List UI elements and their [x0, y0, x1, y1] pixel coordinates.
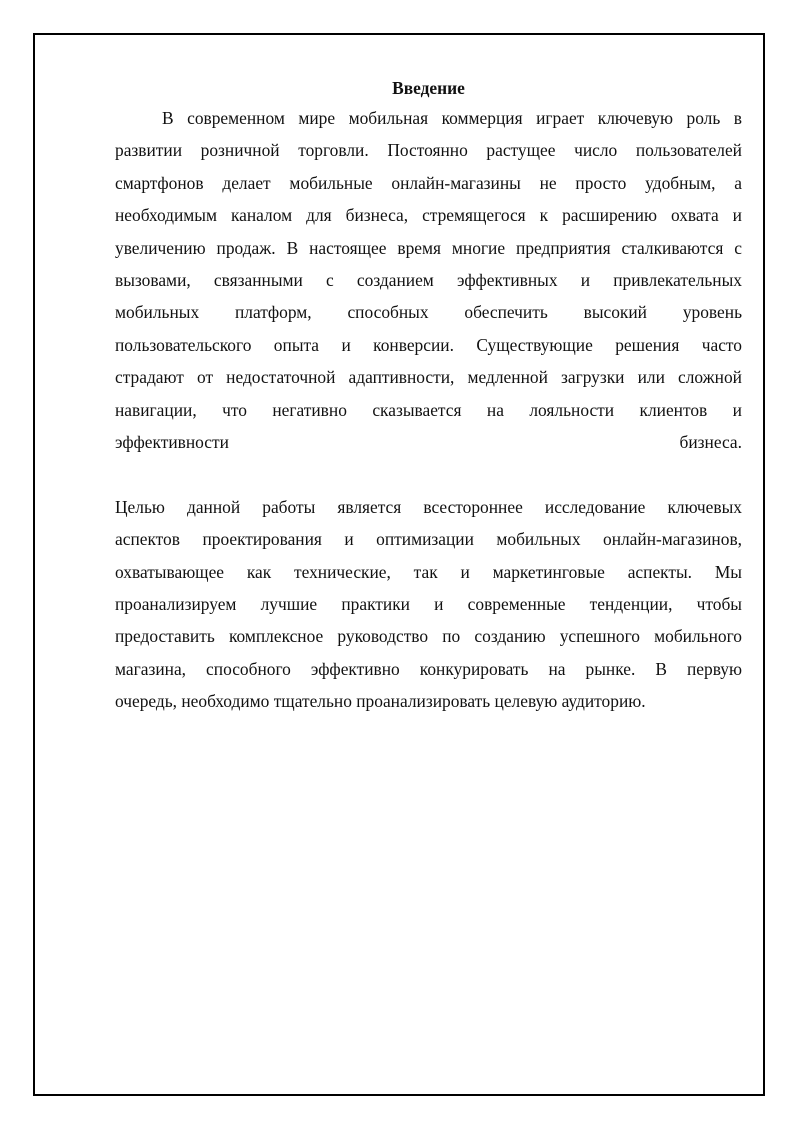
text-line: увеличению продаж. В настоящее время многие предприятия сталкиваются с [115, 237, 742, 258]
document-body [115, 76, 742, 718]
text-line: предоставить комплексное руководство по созданию успешного мобильного [115, 626, 742, 647]
text-line: В современном мире мобильная коммерция играет ключевую роль в [162, 108, 742, 128]
text-line: магазина, способного эффективно конкурировать на рынке. В первую [115, 658, 742, 679]
text-line: Целью данной работы является всестороннее исследование ключевых [115, 496, 742, 517]
text-line: навигации, что негативно сказывается на лояльности клиентов и [115, 399, 742, 420]
paragraph-intro [115, 102, 742, 458]
text-line: очередь, необходимо тщательно проанализировать целевую аудиторию. [115, 691, 646, 712]
text-line: мобильных платформ, способных обеспечить высокий уровень [115, 302, 742, 323]
text-line: охватывающее как технические, так и маркетинговые аспекты. Мы [115, 561, 742, 582]
text-line: проанализируем лучшие практики и современные тенденции, чтобы [115, 594, 742, 615]
text-line: смартфонов делает мобильные онлайн-магазины не просто удобным, а [115, 172, 742, 193]
text-line: страдают от недостаточной адаптивности, медленной загрузки или сложной [115, 367, 742, 388]
text-line: необходимым каналом для бизнеса, стремящегося к расширению охвата и [115, 205, 742, 226]
text-line: эффективности бизнеса. [115, 432, 742, 453]
document-title: Введение [392, 78, 465, 98]
text-line: пользовательского опыта и конверсии. Существующие решения часто [115, 334, 742, 355]
text-line: вызовами, связанными с созданием эффективных и привлекательных [115, 270, 742, 291]
paragraph-spacer [115, 458, 742, 490]
paragraph-goal [115, 491, 742, 718]
text-line: развитии розничной торговли. Постоянно растущее число пользователей [115, 140, 742, 161]
text-line: аспектов проектирования и оптимизации мобильных онлайн-магазинов, [115, 529, 742, 550]
